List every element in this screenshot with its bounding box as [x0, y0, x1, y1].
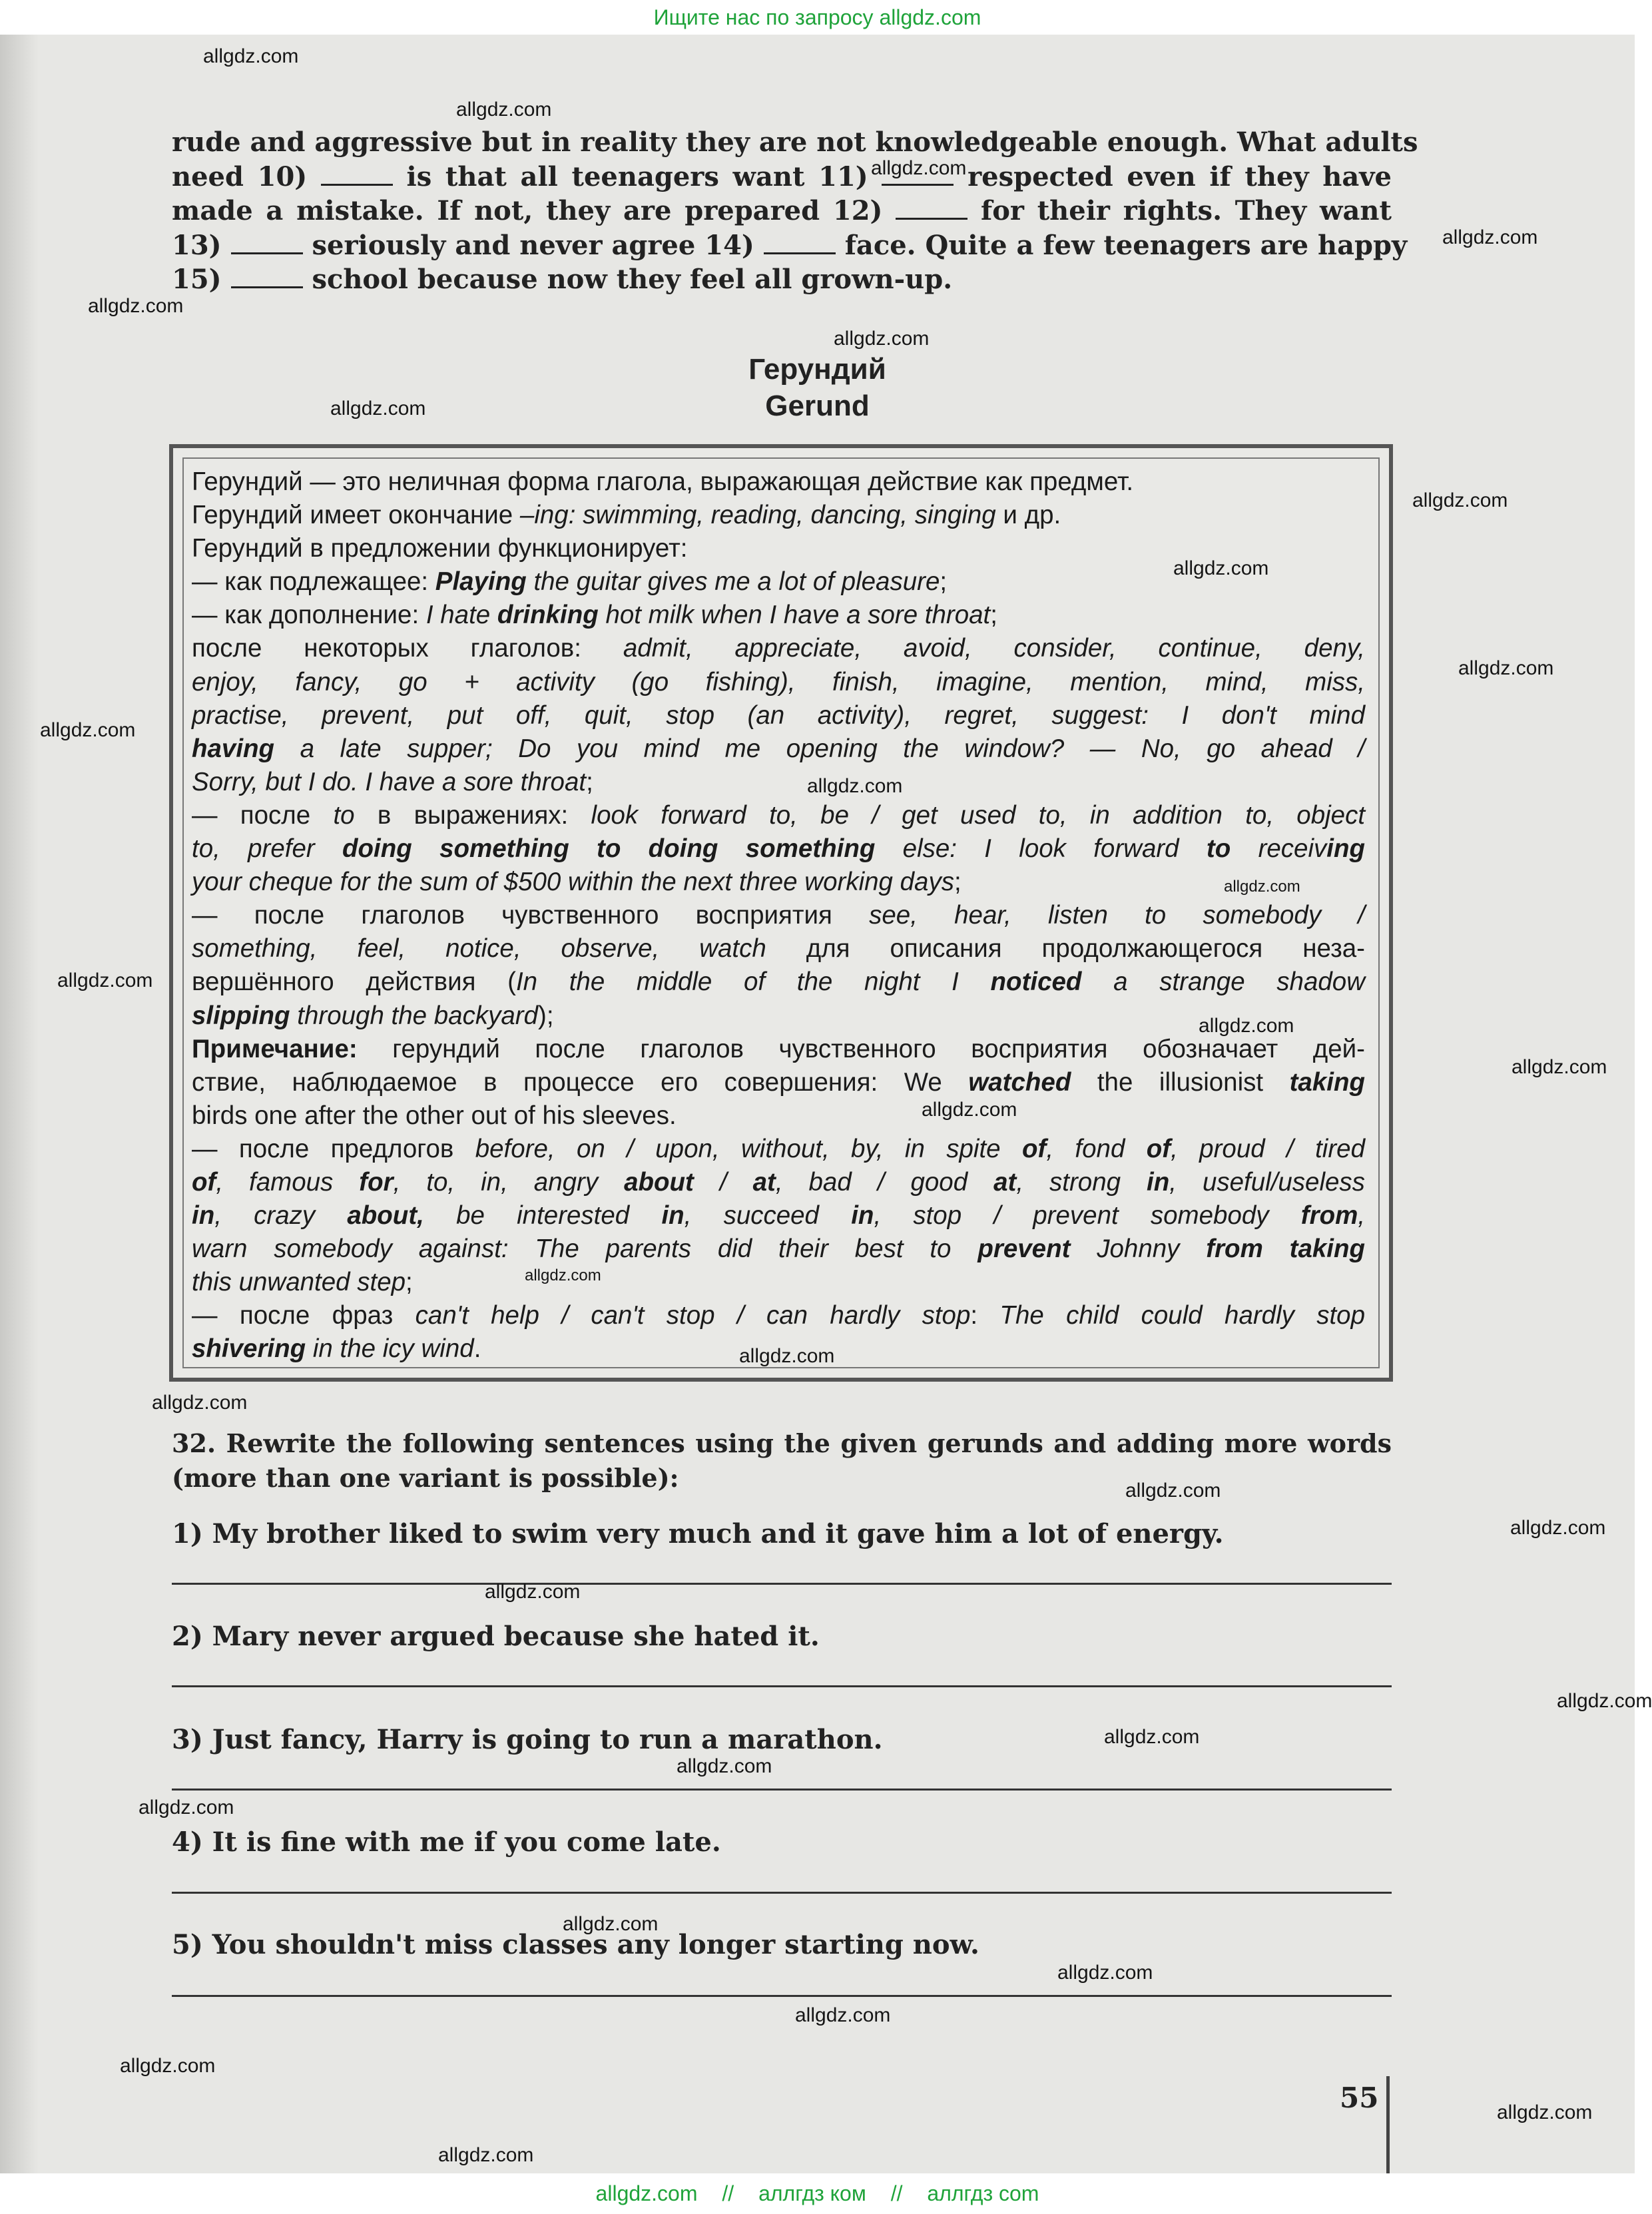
watermark: allgdz.com [1512, 1056, 1607, 1078]
watermark: allgdz.com [871, 157, 967, 179]
watermark: allgdz.com [203, 45, 299, 67]
watermark: allgdz.com [1442, 226, 1538, 248]
watermark: allgdz.com [120, 2055, 216, 2077]
rule-line: something, feel, notice, observe, watch для описания продолжающегося неза- [192, 934, 1365, 964]
watermark: allgdz.com [807, 775, 903, 797]
text-fragment: respected even if they have [967, 160, 1392, 192]
section-title-en: Gerund [765, 390, 870, 422]
answer-line-2[interactable] [172, 1685, 1392, 1687]
text-fragment: school because now they feel all grown-up. [312, 264, 953, 295]
rule-line: — после предлогов before, on / upon, without, by, in spite of, fond of, proud / tired [192, 1134, 1365, 1163]
exercise-instruction-line2: (more than one variant is possible): [172, 1463, 679, 1493]
bottom-link-2[interactable]: аллгдз ком [758, 2181, 866, 2205]
rule-line: — после глаголов чувственного восприятия see, hear, listen to somebody / [192, 901, 1365, 930]
section-title-ru: Герундий [748, 353, 886, 386]
watermark: allgdz.com [1199, 1015, 1294, 1037]
rule-line: Герундий — это неличная форма глагола, выражающая действие как предмет. [192, 467, 1134, 496]
answer-line-5[interactable] [172, 1995, 1392, 1997]
exercise-sentence-3: 3) Just fancy, Harry is going to run a marathon. [172, 1724, 883, 1755]
watermark: allgdz.com [88, 295, 184, 317]
page-number: 55 [1340, 2081, 1379, 2114]
rule-line: this unwanted step; [192, 1268, 413, 1297]
watermark: allgdz.com [1104, 1726, 1200, 1748]
rule-line: ствие, наблюдаемое в процессе его совершения: We watched the illusionist taking [192, 1067, 1365, 1097]
exercise-sentence-2: 2) Mary never argued because she hated it. [172, 1621, 820, 1652]
rule-line: Герундий в предложении функционирует: [192, 534, 688, 563]
rule-line: in, crazy about, be interested in, succeed in, stop / prevent somebody from, [192, 1201, 1366, 1231]
rule-line: Герундий имеет окончание –ing: swimming, reading, dancing, singing и др. [192, 501, 1061, 530]
text-line [172, 160, 1392, 194]
rule-line: to, prefer doing something to doing something else: I look forward to receiving [192, 834, 1366, 864]
answer-line-1[interactable] [172, 1583, 1392, 1585]
text-line [172, 228, 1408, 263]
watermark: allgdz.com [1458, 657, 1554, 679]
text-fragment: face. Quite a few teenagers are happy [844, 229, 1408, 261]
watermark: allgdz.com [922, 1099, 1017, 1121]
watermark: allgdz.com [1510, 1517, 1606, 1539]
text-fragment: seriously and never agree 14) [312, 229, 754, 261]
watermark: allgdz.com [834, 328, 930, 350]
watermark: allgdz.com [1173, 557, 1269, 579]
rule-line: of, famous for, to, in, angry about / at, bad / good at, strong in, useful/useless [192, 1167, 1365, 1197]
answer-blank-13[interactable] [231, 230, 303, 254]
watermark: allgdz.com [485, 1581, 581, 1603]
watermark: allgdz.com [40, 719, 136, 741]
text-line [172, 194, 1392, 228]
rule-line: Примечание: герундий после глаголов чувственного восприятия обозначает дей- [192, 1034, 1365, 1063]
watermark: allgdz.com [57, 969, 153, 991]
exercise-sentence-4: 4) It is fine with me if you come late. [172, 1826, 721, 1858]
exercise-instruction-line1: 32. Rewrite the following sentences using the given gerunds and adding more words [172, 1428, 1392, 1458]
watermark: allgdz.com [456, 99, 552, 121]
rule-line: вершённого действия (In the middle of the night I noticed a strange shadow [192, 968, 1366, 997]
watermark: allgdz.com [1557, 1690, 1652, 1712]
text-fragment: made a mistake. If not, they are prepared 12) [172, 195, 883, 226]
page-margin-rule [1386, 2076, 1390, 2173]
answer-line-3[interactable] [172, 1789, 1392, 1791]
rule-line: — как подлежащее: Playing the guitar gives me a lot of pleasure; [192, 567, 948, 597]
rule-line: having a late supper; Do you mind me opening the window? — No, go ahead / [192, 734, 1366, 763]
watermark: allgdz.com [1125, 1480, 1221, 1502]
watermark: allgdz.com [330, 398, 426, 419]
intro-paragraph [172, 125, 1418, 297]
watermark: allgdz.com [739, 1345, 835, 1367]
watermark: allgdz.com [563, 1913, 659, 1935]
text-fragment: need 10) [172, 160, 308, 192]
text-fragment: 13) [172, 229, 222, 261]
answer-line-4[interactable] [172, 1892, 1392, 1894]
grammar-rule-text [192, 465, 1365, 1366]
rule-line: your cheque for the sum of $500 within the next three working days; [192, 868, 962, 897]
watermark: allgdz.com [1497, 2101, 1593, 2123]
watermark: allgdz.com [138, 1797, 234, 1818]
bottom-link-1[interactable]: allgdz.com [595, 2181, 698, 2205]
text-fragment: 15) [172, 264, 222, 295]
text-line: rude and aggressive but in reality they are not knowledgeable enough. What adults [172, 127, 1418, 158]
rule-line: shivering in the icy wind. [192, 1334, 481, 1364]
bottom-links [0, 2173, 1635, 2214]
rule-line: после некоторых глаголов: admit, appreciate, avoid, consider, continue, deny, [192, 634, 1365, 663]
answer-blank-10[interactable] [321, 161, 393, 186]
exercise-sentence-5: 5) You shouldn't miss classes any longer starting now. [172, 1929, 979, 1960]
watermark: allgdz.com [1224, 878, 1300, 896]
rule-line: — после фраз can't help / can't stop / can hardly stop: The child could hardly stop [192, 1301, 1366, 1330]
bottom-separator: // [890, 2181, 903, 2205]
watermark: allgdz.com [795, 2004, 891, 2026]
watermark: allgdz.com [152, 1392, 248, 1414]
text-line [172, 262, 1392, 297]
text-fragment: is that all teenagers want 11) [406, 160, 868, 192]
watermark: allgdz.com [1057, 1962, 1153, 1984]
top-banner[interactable]: Ищите нас по запросу allgdz.com [653, 5, 981, 29]
rule-line: practise, prevent, put off, quit, stop (an activity), regret, suggest: I don't mind [192, 700, 1365, 730]
rule-line: — после to в выражениях: look forward to, be / get used to, in addition to, object [192, 800, 1366, 830]
answer-blank-15[interactable] [231, 264, 303, 288]
rule-line: enjoy, fancy, go + activity (go fishing), finish, imagine, mention, mind, miss, [192, 667, 1365, 696]
watermark: allgdz.com [525, 1266, 601, 1284]
rule-line: Sorry, but I do. I have a sore throat; [192, 767, 593, 796]
text-fragment: for their rights. They want [980, 195, 1392, 226]
watermark: allgdz.com [1412, 489, 1508, 511]
answer-blank-12[interactable] [896, 195, 967, 220]
bottom-link-3[interactable]: аллгдз com [927, 2181, 1039, 2205]
watermark: allgdz.com [438, 2144, 534, 2166]
answer-blank-14[interactable] [764, 230, 836, 254]
rule-line: slipping through the backyard); [192, 1001, 554, 1030]
exercise-sentence-1: 1) My brother liked to swim very much and it gave him a lot of energy. [172, 1518, 1224, 1549]
bottom-separator: // [722, 2181, 734, 2205]
rule-line: birds one after the other out of his sleeves. [192, 1101, 677, 1130]
rule-line: — как дополнение: I hate drinking hot milk when I have a sore throat; [192, 601, 997, 630]
rule-line: warn somebody against: The parents did their best to prevent Johnny from taking [192, 1235, 1366, 1264]
watermark: allgdz.com [677, 1755, 772, 1777]
